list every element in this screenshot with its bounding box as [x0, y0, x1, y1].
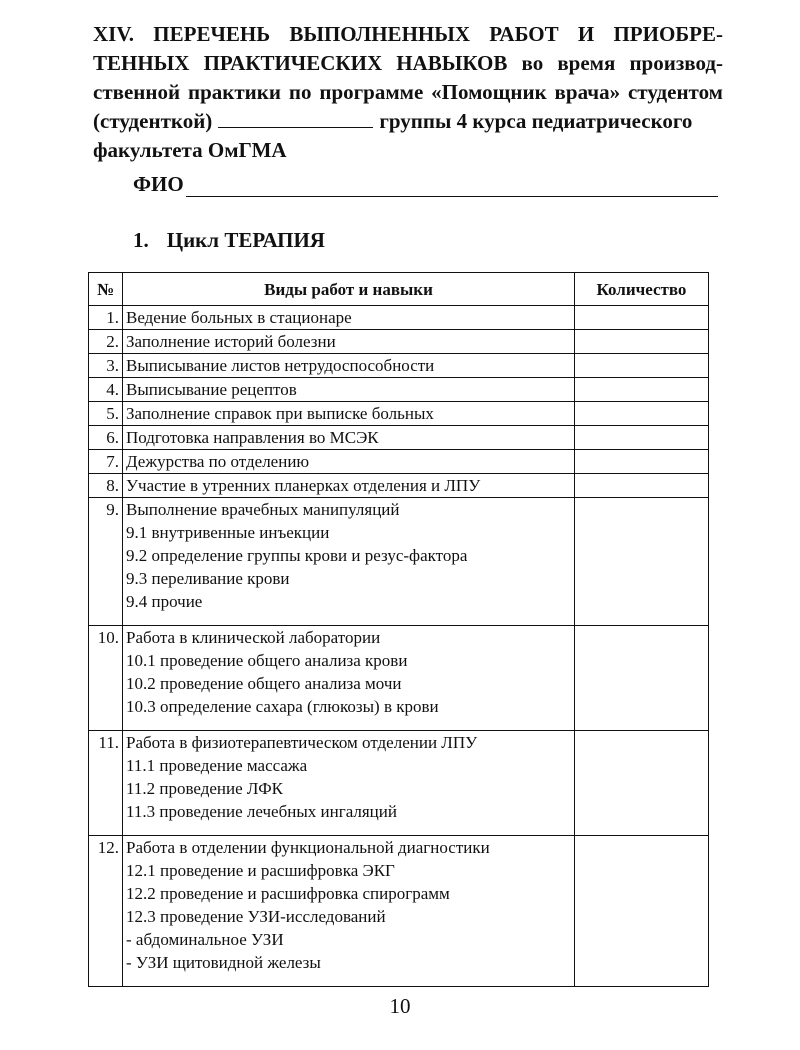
work-subitem: 9.4 прочие: [126, 592, 203, 611]
table-row: [89, 836, 709, 987]
work-subitem: 12.1 проведение и расшифровка ЭКГ: [126, 861, 395, 880]
row-work: [123, 626, 575, 731]
work-title: Заполнение справок при выписке больных: [126, 404, 434, 423]
work-subitem: 11.1 проведение массажа: [126, 756, 308, 775]
table-row: [89, 626, 709, 731]
work-subitem: - УЗИ щитовидной железы: [126, 953, 321, 972]
quantity-cell[interactable]: [575, 306, 709, 330]
document-heading: [93, 20, 723, 165]
row-work: [123, 402, 575, 426]
work-title: Подготовка направления во МСЭК: [126, 428, 379, 447]
heading-line: ственной практики по программе «Помощник врача» студентом: [93, 80, 723, 104]
row-number: 8.: [89, 474, 123, 498]
table-row: [89, 306, 709, 330]
table-row: [89, 402, 709, 426]
work-subitem: 12.2 проведение и расшифровка спирограмм: [126, 884, 450, 903]
work-title: Дежурства по отделению: [126, 452, 310, 471]
heading-line-part: группы 4 курса педиатрического: [379, 109, 693, 133]
quantity-cell[interactable]: [575, 836, 709, 987]
row-number: 7.: [89, 450, 123, 474]
table-header-row: [89, 273, 709, 306]
row-number: 6.: [89, 426, 123, 450]
work-title: Работа в клинической лаборатории: [126, 628, 381, 647]
table-body: [89, 306, 709, 987]
work-title: Работа в физиотерапевтическом отделении ЛПУ: [126, 733, 478, 752]
row-number: 12.: [89, 836, 123, 987]
section-number: 1.: [133, 228, 149, 252]
work-subitem: 11.2 проведение ЛФК: [126, 779, 283, 798]
row-work: [123, 474, 575, 498]
work-subitem: 9.3 переливание крови: [126, 569, 290, 588]
work-subitem: 9.1 внутривенные инъекции: [126, 523, 330, 542]
table-row: [89, 731, 709, 836]
row-work: [123, 426, 575, 450]
work-subitem: 10.3 определение сахара (глюкозы) в крови: [126, 697, 439, 716]
quantity-cell[interactable]: [575, 498, 709, 626]
work-title: Выписывание рецептов: [126, 380, 297, 399]
quantity-cell[interactable]: [575, 354, 709, 378]
fio-row: [133, 172, 718, 197]
work-subitem: 10.1 проведение общего анализа крови: [126, 651, 408, 670]
header-quantity: Количество: [575, 273, 709, 306]
table-row: [89, 474, 709, 498]
table-row: [89, 378, 709, 402]
quantity-cell[interactable]: [575, 731, 709, 836]
row-work: [123, 378, 575, 402]
works-table: [88, 272, 709, 987]
table-row: [89, 354, 709, 378]
work-subitem: 12.3 проведение УЗИ-исследований: [126, 907, 386, 926]
table-row: [89, 498, 709, 626]
heading-line-part: (студенткой): [93, 109, 213, 133]
row-number: 11.: [89, 731, 123, 836]
heading-line: XIV. ПЕРЕЧЕНЬ ВЫПОЛНЕННЫХ РАБОТ И ПРИОБРЕ-: [93, 22, 723, 46]
row-number: 1.: [89, 306, 123, 330]
work-title: Ведение больных в стационаре: [126, 308, 352, 327]
work-title: Участие в утренних планерках отделения и ЛПУ: [126, 476, 481, 495]
work-title: Заполнение историй болезни: [126, 332, 336, 351]
work-subitem: - абдоминальное УЗИ: [126, 930, 284, 949]
quantity-cell[interactable]: [575, 426, 709, 450]
row-work: [123, 306, 575, 330]
work-title: Работа в отделении функциональной диагностики: [126, 838, 490, 857]
quantity-cell[interactable]: [575, 402, 709, 426]
row-work: [123, 498, 575, 626]
row-number: 4.: [89, 378, 123, 402]
row-number: 5.: [89, 402, 123, 426]
fio-blank[interactable]: [186, 176, 718, 197]
row-work: [123, 354, 575, 378]
work-title: Выписывание листов нетрудоспособности: [126, 356, 435, 375]
quantity-cell[interactable]: [575, 378, 709, 402]
row-work: [123, 450, 575, 474]
table-row: [89, 330, 709, 354]
page-number: 10: [389, 994, 411, 1018]
row-work: [123, 330, 575, 354]
work-subitem: 9.2 определение группы крови и резус-фактора: [126, 546, 468, 565]
quantity-cell[interactable]: [575, 626, 709, 731]
quantity-cell[interactable]: [575, 330, 709, 354]
work-title: Выполнение врачебных манипуляций: [126, 500, 400, 519]
row-work: [123, 731, 575, 836]
header-number: №: [89, 273, 123, 306]
quantity-cell[interactable]: [575, 450, 709, 474]
row-number: 10.: [89, 626, 123, 731]
heading-line: факультета ОмГМА: [93, 138, 287, 162]
section-name: Цикл ТЕРАПИЯ: [166, 228, 325, 252]
header-kind: Виды работ и навыки: [123, 273, 575, 306]
table-row: [89, 450, 709, 474]
row-number: 3.: [89, 354, 123, 378]
table-row: [89, 426, 709, 450]
row-work: [123, 836, 575, 987]
section-title: [133, 228, 325, 253]
heading-line: ТЕННЫХ ПРАКТИЧЕСКИХ НАВЫКОВ во время производ-: [93, 51, 723, 75]
quantity-cell[interactable]: [575, 474, 709, 498]
work-subitem: 11.3 проведение лечебных ингаляций: [126, 802, 397, 821]
heading-line-with-blank: [93, 107, 723, 136]
student-name-blank[interactable]: [218, 109, 373, 128]
row-number: 2.: [89, 330, 123, 354]
row-number: 9.: [89, 498, 123, 626]
work-subitem: 10.2 проведение общего анализа мочи: [126, 674, 402, 693]
fio-label: ФИО: [133, 172, 184, 196]
